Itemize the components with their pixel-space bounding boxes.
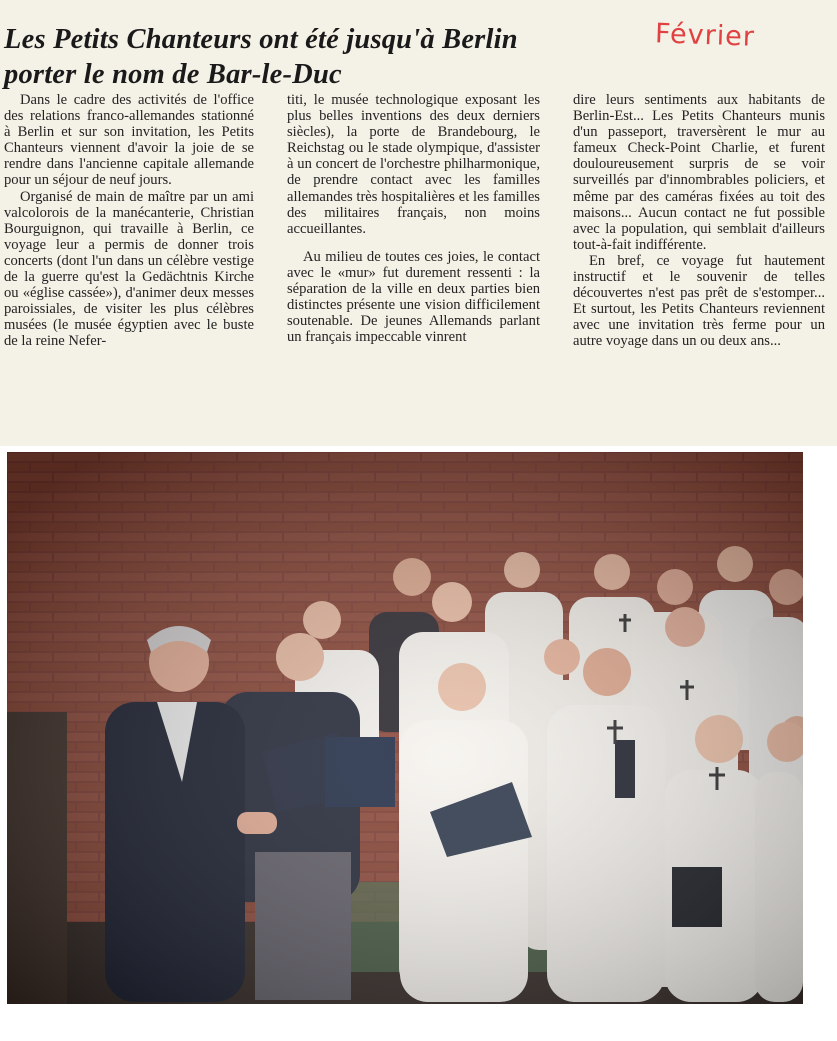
headline-line-2: porter le nom de Bar-le-Duc (4, 59, 342, 90)
headline (4, 22, 644, 92)
column-1-paragraph-1: Dans le cadre des activités de l'office des relations franco-allemandes stationné à Berlin et sur son invitation, les Petits Chanteurs viennent d'avoir la joie de se rendre dans l'ancienne capitale allemande pour un séjour de neuf jours. (4, 92, 254, 189)
article-column-3 (573, 92, 825, 350)
column-1-paragraph-2: Organisé de main de maître par un ami valcolorois de la manécanterie, Christian Bourguignon, qui travaille à Berlin, ce voyage leur a permis de donner trois concerts (dont l'un dans un célèbre vestige de la guerre qu'est la Gedächtnis Kirche ou «église cassée»), d'animer deux messes paroissiales, de visiter les plus célèbres musées (le musée égyptien avec le buste de la reine Nefer- (4, 188, 254, 350)
article-column-2 (287, 92, 540, 345)
newspaper-clipping (0, 0, 837, 446)
choir-photograph (7, 452, 803, 1004)
headline-line-1: Les Petits Chanteurs ont été jusqu'à Berlin (4, 24, 518, 55)
column-2-paragraph-2: Au milieu de toutes ces joies, le contact avec le «mur» fut durement ressenti : la séparation de la ville en deux parties bien distinctes présente une vision difficilement soutenable. De jeunes Allemands parlant un français impeccable vinrent (287, 248, 540, 346)
handwritten-note: Février (654, 18, 756, 53)
article-column-1 (4, 92, 254, 350)
column-2-paragraph-1: titi, le musée technologique exposant les plus belles inventions des deux derniers siècles), la porte de Brandebourg, le Reichstag ou le stade olympique, d'assister à un concert de l'orchestre philharmonique, de prendre contact avec les familles allemandes très hospitalières et les familles des militaires français, non moins accueillantes. (287, 92, 540, 237)
column-3-paragraph-2: En bref, ce voyage fut hautement instructif et le souvenir de telles découvertes n'est pas prêt de s'estomper... Et surtout, les Petits Chanteurs reviennent avec une invitation très ferme pour un autre voyage dans un ou deux ans... (573, 252, 825, 350)
column-3-paragraph-1: dire leurs sentiments aux habitants de Berlin-Est... Les Petits Chanteurs munis d'un passeport, traversèrent le mur au fameux Check-Point Charlie, et furent douloureusement surpris de se voir surveillés par d'innombrables policiers, et même par des caméras fixées au toit des maisons... Aucun contact ne fut possible avec la population, qui semblait d'ailleurs tout-à-fait indifférente. (573, 92, 825, 253)
